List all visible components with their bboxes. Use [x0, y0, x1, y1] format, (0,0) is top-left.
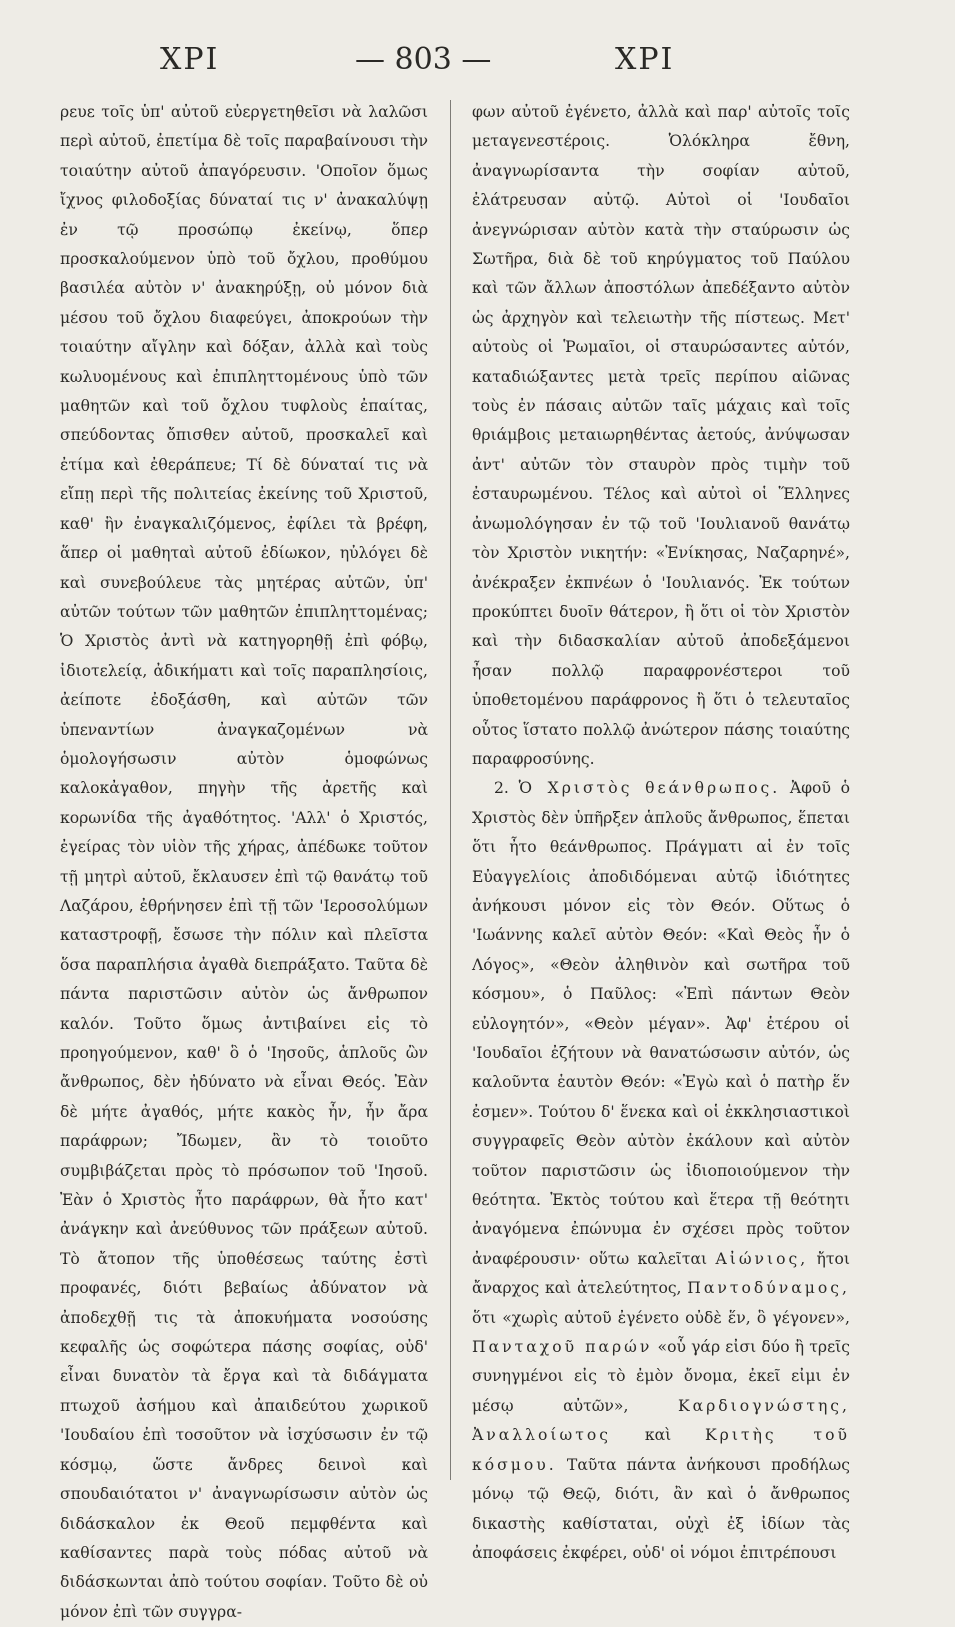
header-right-term: ΧΡΙ — [615, 42, 675, 77]
section-text-2: ἤτοι ἄναρχος καὶ ἀτελεύτητος, — [472, 1249, 850, 1298]
attribute-term: Παντοδύναμος, — [687, 1279, 850, 1298]
section-heading: Ὁ Χριστὸς θεάνθρωπος. — [518, 779, 781, 798]
attribute-term: Κριτὴς τοῦ κόσμου. — [472, 1426, 850, 1474]
right-column — [472, 98, 850, 1562]
section-text-6: Ταῦτα πάντα ἀνήκουσι προδήλως μόνῳ τῷ Θεῷ, διότι, ἂν καὶ ὁ ἄνθρωπος δικαστὴς καθίσταται, οὐχὶ ἐξ ἰδίων τὰς ἀποφάσεις ἐκφέρει, οὐδ' οἱ νόμοι ἐπιτρέπουσι — [472, 1455, 850, 1562]
running-header — [0, 42, 955, 92]
section-text-4: «οὗ γάρ εἰσι δύο ἢ τρεῖς συνηγμένοι εἰς τὸ ἐμὸν ὄνομα, ἐκεῖ εἰμι ἐν μέσῳ αὐτῶν», — [472, 1338, 850, 1415]
attribute-term: Πανταχοῦ παρών — [472, 1338, 653, 1357]
page-number: — 803 — — [355, 42, 492, 77]
attribute-term: Ἀναλλοίωτος — [472, 1426, 612, 1445]
section-text-3: ὅτι «χωρὶς αὐτοῦ ἐγένετο οὐδὲ ἕν, ὃ γέγονεν», — [472, 1308, 850, 1327]
section-number: 2. — [494, 779, 509, 798]
attribute-term: Αἰώνιος, — [715, 1249, 809, 1268]
right-column-paragraph-2 — [472, 774, 850, 1568]
right-column-paragraph-1: φων αὐτοῦ ἐγένετο, ἀλλὰ καὶ παρ' αὐτοῖς τοῖς μεταγενεστέροις. Ὁλόκληρα ἔθνη, ἀναγνωρίσαντα τὴν σοφίαν αὐτοῦ, ἐλάτρευσαν αὐτῷ. Αὐτοὶ οἱ 'Ιουδαῖοι ἀνεγνώρισαν αὐτὸν κατὰ τὴν σταύρωσιν ὡς Σωτῆρα, διὰ δὲ τοῦ κηρύγματος τοῦ Παύλου καὶ τῶν ἄλλων ἀποστόλων ἀπεδέξαντο αὐτὸν ὡς ἀρχηγὸν καὶ τελειωτὴν τῆς πίστεως. Μετ' αὐτοὺς οἱ Ῥωμαῖοι, οἱ σταυρώσαντες αὐτόν, καταδιώξαντες μετὰ τρεῖς περίπου αἰῶνας τοὺς ἐν πάσαις αὐτῶν ταῖς μάχαις καὶ τοῖς θριάμβοις μεταιωρηθέντας ἀετούς, ἀνύψωσαν ἀντ' αὐτῶν τὸν σταυρὸν πρὸς τιμὴν τοῦ ἐσταυρωμένου. Τέλος καὶ αὐτοὶ οἱ Ἕλληνες ἀνωμολόγησαν ἐν τῷ τοῦ 'Ιουλιανοῦ θανάτῳ τὸν Χριστὸν νικητήν: «Ἐνίκησας, Ναζαρηνέ», ἀνέκραξεν ἐκπνέων ὁ 'Ιουλιανός. Ἐκ τούτων προκύπτει δυοῖν θάτερον, ἢ ὅτι οἱ τὸν Χριστὸν καὶ τὴν διδασκαλίαν αὐτοῦ ἀποδεξάμενοι ἦσαν πολλῷ παραφρονέστεροι τοῦ ὑποθετομένου παράφρονος ἢ ὅτι ὁ τελευταῖος οὗτος ἵστατο πολλῷ ἀνώτερον πάσης τοιαύτης παραφροσύνης. — [472, 103, 850, 768]
column-divider — [450, 100, 451, 1480]
section-text-1: Ἀφοῦ ὁ Χριστὸς δὲν ὑπῆρξεν ἁπλοῦς ἄνθρωπος, ἕπεται ὅτι ἦτο θεάνθρωπος. Πράγματι αἱ ἐν τοῖς Εὐαγγελίοις ἀποδιδόμεναι αὐτῷ ἰδιότητες ἀνήκουσι μόνον εἰς τὸν Θεόν. Οὕτως ὁ 'Ιωάννης καλεῖ αὐτὸν Θεόν: «Καὶ Θεὸς ἦν ὁ Λόγος», «Θεὸν ἀληθινὸν καὶ σωτῆρα τοῦ κόσμου», ὁ Παῦλος: «Ἐπὶ πάντων Θεὸν εὐλογητόν», «Θεὸν μέγαν». Ἀφ' ἑτέρου οἱ 'Ιουδαῖοι ἐζήτουν νὰ θανατώσωσιν αὐτόν, ὡς καλοῦντα ἑαυτὸν Θεόν: «Ἐγὼ καὶ ὁ πατὴρ ἕν ἐσμεν». Τούτου δ' ἕνεκα καὶ οἱ ἐκκλησιαστικοὶ συγγραφεῖς Θεὸν αὐτὸν ἐκάλουν καὶ αὐτὸν τοῦτον παριστῶσιν ὡς ἰδιοποιούμενον τὴν θεότητα. Ἐκτὸς τούτου καὶ ἕτερα τῇ θεότητι ἀναγόμενα ἐπώνυμα ἐν σχέσει πρὸς τοῦτον ἀναφέρουσιν· οὕτω καλεῖται — [472, 779, 850, 1268]
attribute-term: Καρδιογνώστης, — [677, 1396, 850, 1415]
left-column-text: ρευε τοῖς ὑπ' αὐτοῦ εὐεργετηθεῖσι νὰ λαλῶσι περὶ αὐτοῦ, ἐπετίμα δὲ τοῖς παραβαίνουσι τὴν τοιαύτην αὐτοῦ ἀπαγόρευσιν. 'Οποῖον ὅμως ἴχνος φιλοδοξίας δύναταί τις ν' ἀνακαλύψῃ ἐν τῷ προσώπῳ ἐκείνῳ, ὅπερ προσκαλούμενον ὑπὸ τοῦ ὄχλου, προθύμου βασιλέα αὐτὸν ν' ἀνακηρύξῃ, οὐ μόνον διὰ μέσου τοῦ ὄχλου διαφεύγει, ἀποκρούων τὴν τοιαύτην αἴγλην καὶ δόξαν, ἀλλὰ καὶ τοὺς κωλυομένους καὶ ἐπιπληττομένους ὑπὸ τῶν μαθητῶν καὶ τοῦ ὄχλου τυφλοὺς ἐπαίτας, σπεύδοντας ὄπισθεν αὐτοῦ, προσκαλεῖ καὶ ἐτίμα καὶ ἐθεράπευε; Τί δὲ δύναταί τις νὰ εἴπῃ περὶ τῆς πολιτείας ἐκείνης τοῦ Χριστοῦ, καθ' ἣν ἐναγκαλιζόμενος, ἐφίλει τὰ βρέφη, ἅπερ οἱ μαθηταὶ αὐτοῦ ἐδίωκον, ηὐλόγει δὲ καὶ συνεβούλευε τὰς μητέρας αὐτῶν, ὑπ' αὐτῶν τούτων τῶν μαθητῶν ἐπιπληττομένας; Ὁ Χριστὸς ἀντὶ νὰ κατηγορηθῇ ἐπὶ φόβῳ, ἰδιοτελείᾳ, ἀδικήματι καὶ τοῖς παραπλησίοις, ἀείποτε ἐδοξάσθη, καὶ αὐτῶν τῶν ὑπεναντίων ἀναγκαζομένων νὰ ὁμολογήσωσιν αὐτὸν ὁμοφώνως καλοκἀγαθον, πηγὴν τῆς ἀρετῆς καὶ κορωνίδα τῆς ἀγαθότητος. 'Αλλ' ὁ Χριστός, ἐγείρας τὸν υἱὸν τῆς χήρας, ἀπέδωκε τοῦτον τῇ μητρὶ αὐτοῦ, ἔκλαυσεν ἐπὶ τῷ θανάτῳ τοῦ Λαζάρου, ἐθρήνησεν ἐπὶ τῇ τῶν 'Ιεροσολύμων καταστροφῇ, ἔσωσε τὴν πόλιν καὶ πλεῖστα ὅσα παραπλήσια ἀγαθὰ διεπράξατο. Ταῦτα δὲ πάντα παριστῶσιν αὐτὸν ὡς ἄνθρωπον καλόν. Τοῦτο ὅμως ἀντιβαίνει εἰς τὸ προηγούμενον, καθ' ὃ ὁ 'Ιησοῦς, ἁπλοῦς ὢν ἄνθρωπος, δὲν ἠδύνατο νὰ εἶναι Θεός. Ἐὰν δὲ μήτε ἀγαθός, μήτε κακὸς ἦν, ἦν ἄρα παράφρων; Ἴδωμεν, ἂν τὸ τοιοῦτο συμβιβάζεται πρὸς τὸ πρόσωπον τοῦ 'Ιησοῦ. Ἐὰν ὁ Χριστὸς ἦτο παράφρων, θὰ ἦτο κατ' ἀνάγκην καὶ ἀνεύθυνος τῶν πράξεων αὐτοῦ. Τὸ ἄτοπον τῆς ὑποθέσεως ταύτης ἐστὶ προφανές, διότι βεβαίως ἀδύνατον νὰ ἀποδεχθῇ τις τὰ ἀποκυήματα νοσούσης κεφαλῆς ὡς σοφώτερα πάσης σοφίας, οὐδ' εἶναι δυνατὸν τὰ ἔργα καὶ τὰ διδάγματα πτωχοῦ ἀσήμου καὶ ἀπαιδεύτου χωρικοῦ 'Ιουδαίου ἐπὶ τοσοῦτον νὰ ἰσχύσωσιν ἐν τῷ κόσμῳ, ὥστε ἄνδρες δεινοὶ καὶ σπουδαιότατοι ν' ἀναγνωρίσωσιν αὐτὸν ὡς διδάσκαλον ἐκ Θεοῦ πεμφθέντα καὶ καθίσαντες παρὰ τοὺς πόδας αὐτοῦ νὰ διδάσκωνται ἀπὸ τούτου σοφίαν. Τοῦτο δὲ οὐ μόνον ἐπὶ τῶν συγγρα- — [60, 103, 428, 1621]
section-text-5: καὶ — [644, 1426, 672, 1445]
left-column — [60, 98, 428, 1621]
header-left-term: ΧΡΙ — [160, 42, 220, 77]
